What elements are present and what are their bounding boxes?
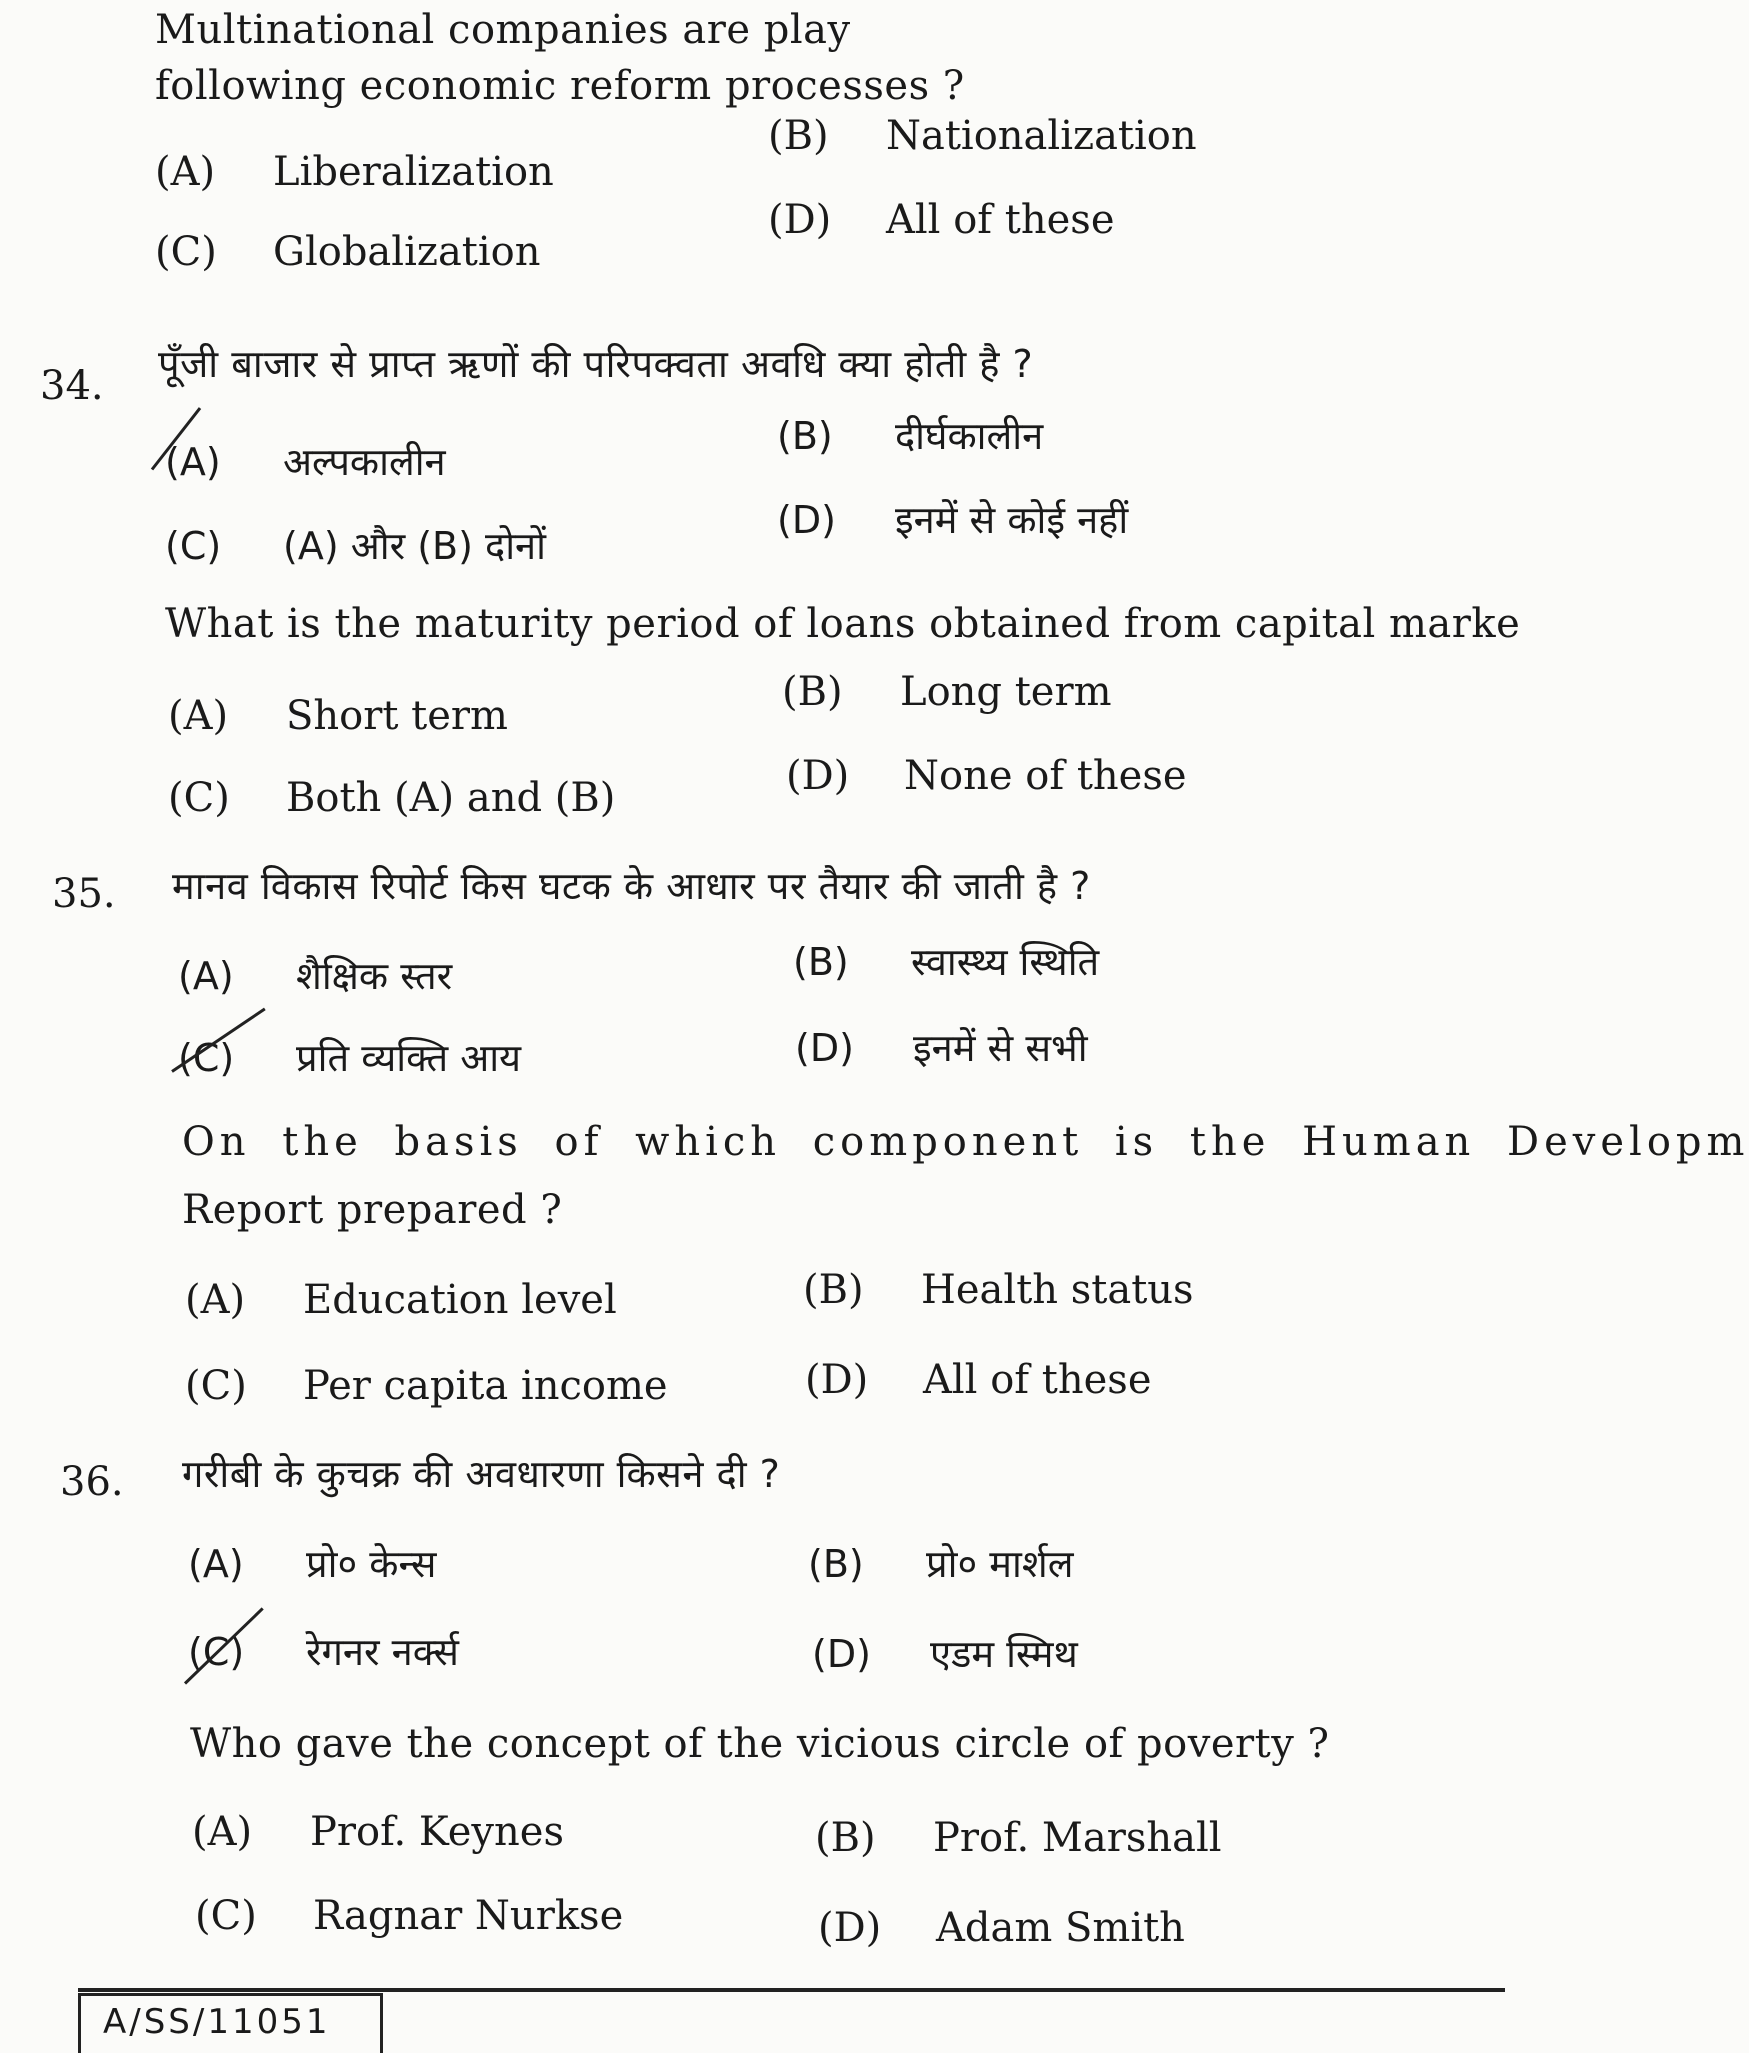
q35-hindi-option-c: (C) प्रति व्यक्ति आय bbox=[178, 1036, 522, 1080]
q35-hindi-question: मानव विकास रिपोर्ट किस घटक के आधार पर तैयार की जाती है ? bbox=[172, 864, 1091, 908]
q36-hindi-option-c: (C) रेगनर नर्क्स bbox=[188, 1630, 459, 1674]
q35-english-question-line1: On the basis of which component is the Human Developm bbox=[182, 1119, 1749, 1165]
q34-hindi-option-a: (A) अल्पकालीन bbox=[165, 440, 446, 484]
q35-hindi-option-b: (B) स्वास्थ्य स्थिति bbox=[793, 940, 1100, 984]
q35-english-option-a: (A) Education level bbox=[185, 1277, 617, 1323]
footer-rule bbox=[78, 1988, 1505, 1992]
q36-number: 36. bbox=[60, 1459, 124, 1505]
q36-hindi-option-a: (A) प्रो० केन्स bbox=[188, 1542, 437, 1586]
q35-english-option-d: (D) All of these bbox=[805, 1357, 1152, 1403]
q34-hindi-option-c: (C) (A) और (B) दोनों bbox=[165, 524, 546, 568]
q35-english-option-c: (C) Per capita income bbox=[185, 1363, 668, 1409]
q36-english-option-d: (D) Adam Smith bbox=[818, 1905, 1185, 1951]
q36-hindi-option-b: (B) प्रो० मार्शल bbox=[808, 1542, 1074, 1586]
q33-option-a: (A) Liberalization bbox=[155, 149, 554, 195]
q34-hindi-question: पूँजी बाजार से प्राप्त ऋणों की परिपक्वता अवधि क्या होती है ? bbox=[158, 342, 1034, 386]
q34-number: 34. bbox=[40, 363, 104, 409]
q34-english-option-a: (A) Short term bbox=[168, 693, 508, 739]
q34-hindi-option-d: (D) इनमें से कोई नहीं bbox=[777, 498, 1129, 542]
footer-paper-code: A/SS/11051 bbox=[78, 1993, 383, 2053]
q33-option-b: (B) Nationalization bbox=[768, 113, 1197, 159]
q33-option-c: (C) Globalization bbox=[155, 229, 541, 275]
q34-english-question: What is the maturity period of loans obtained from capital marke bbox=[165, 601, 1521, 647]
q33-line1: Multinational companies are play bbox=[155, 7, 851, 53]
q36-hindi-question: गरीबी के कुचक्र की अवधारणा किसने दी ? bbox=[182, 1452, 781, 1496]
q36-english-option-a: (A) Prof. Keynes bbox=[192, 1809, 564, 1855]
q35-hindi-option-d: (D) इनमें से सभी bbox=[795, 1026, 1088, 1070]
q36-english-option-c: (C) Ragnar Nurkse bbox=[195, 1893, 624, 1939]
q35-hindi-option-a: (A) शैक्षिक स्तर bbox=[178, 954, 453, 998]
q34-english-option-d: (D) None of these bbox=[786, 753, 1187, 799]
q34-hindi-option-b: (B) दीर्घकालीन bbox=[777, 414, 1044, 458]
q35-english-option-b: (B) Health status bbox=[803, 1267, 1194, 1313]
q33-option-d: (D) All of these bbox=[768, 197, 1115, 243]
q34-english-option-c: (C) Both (A) and (B) bbox=[168, 775, 616, 821]
q34-english-option-b: (B) Long term bbox=[782, 669, 1112, 715]
q33-line2: following economic reform processes ? bbox=[155, 63, 965, 109]
q36-english-question: Who gave the concept of the vicious circle of poverty ? bbox=[190, 1721, 1330, 1767]
q35-english-question-line2: Report prepared ? bbox=[182, 1187, 563, 1233]
q36-hindi-option-d: (D) एडम स्मिथ bbox=[812, 1632, 1078, 1676]
q35-number: 35. bbox=[52, 871, 116, 917]
q36-english-option-b: (B) Prof. Marshall bbox=[815, 1815, 1222, 1861]
